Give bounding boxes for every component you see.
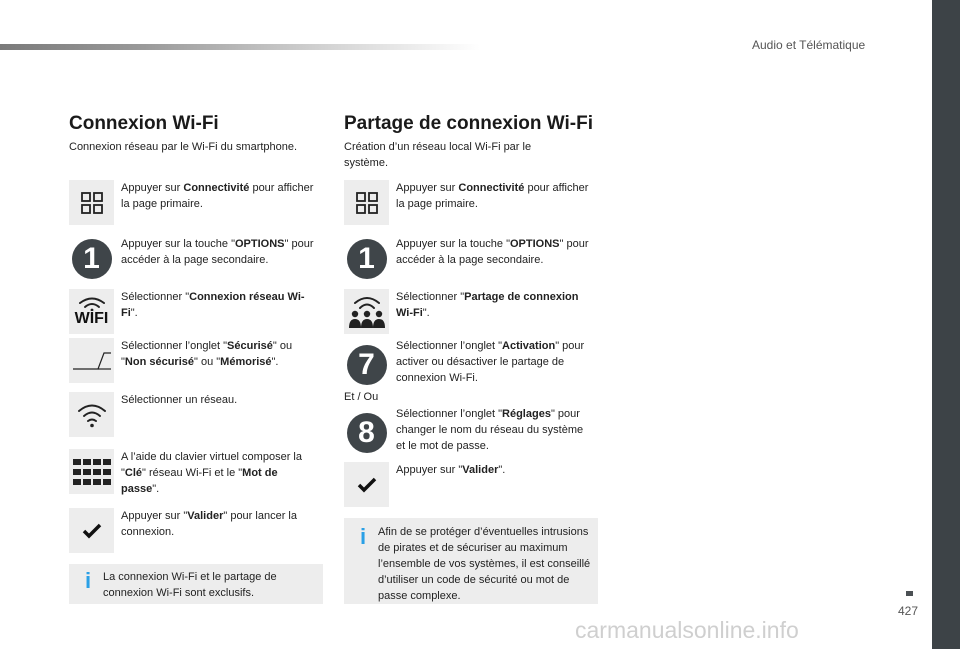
info-text: La connexion Wi-Fi et le partage de connexion Wi-Fi sont exclusifs. [103,571,277,599]
step-text: Sélectionner "Partage de connexion Wi-Fi". [396,291,579,319]
right-step-1 [344,180,591,225]
page-marker [906,591,913,596]
right-step-6 [344,462,591,507]
info-icon: i [359,524,367,549]
left-step-7 [69,508,316,553]
step-text: Sélectionner l’onglet "Activation" pour activer ou désactiver le partage de connexion Wi-Fi. [396,340,585,384]
right-step-5 [344,406,591,455]
right-title: Partage de connexion Wi-Fi [344,113,593,134]
step-text: Appuyer sur "Valider". [396,464,506,476]
grid-apps-icon [69,180,114,225]
et-ou-label: Et / Ou [344,391,379,403]
step-text: Appuyer sur Connectivité pour afficher la page primaire. [396,182,589,210]
step-text: Sélectionner l’onglet "Réglages" pour changer le nom du réseau du système et le mot de passe. [396,408,584,452]
grid-apps-icon [344,180,389,225]
header-rule [0,44,480,50]
step-text: A l’aide du clavier virtuel composer la "Clé" réseau Wi-Fi et le "Mot de passe". [121,451,302,495]
step-text: Appuyer sur Connectivité pour afficher la page primaire. [121,182,314,210]
step-number-badge: 7 [344,342,389,387]
step-text: Appuyer sur la touche "OPTIONS" pour accéder à la page secondaire. [396,238,589,266]
wifi-icon [69,392,114,437]
step-number-badge: 1 [69,236,114,281]
left-step-2 [69,236,316,281]
right-step-3 [344,289,591,334]
left-step-1 [69,180,316,225]
tab-shape-icon [69,338,114,383]
step-number-badge: 8 [344,410,389,455]
step-text: Appuyer sur la touche "OPTIONS" pour accéder à la page secondaire. [121,238,314,266]
page-number: 427 [898,604,919,618]
left-title: Connexion Wi-Fi [69,113,219,134]
info-text: Afin de se protéger d’éventuelles intrusions de pirates et de sécuriser au maximum l’ensemble de vos systèmes, il est conseillé d’utiliser un code de sécurité ou mot de passe complexe. [378,526,591,602]
section-title: Audio et Télématique [752,38,866,52]
step-text: Sélectionner un réseau. [121,394,238,406]
step-number-badge: 1 [344,236,389,281]
side-bar [932,0,960,649]
left-step-5 [69,392,316,437]
wifi-share-icon [344,289,389,334]
left-info-box [69,564,323,604]
step-text: Sélectionner "Connexion réseau Wi-Fi". [121,291,305,319]
step-text: Appuyer sur "Valider" pour lancer la connexion. [121,510,297,538]
check-icon [344,462,389,507]
wifi-label-icon: WIFI [69,289,114,334]
check-icon [69,508,114,553]
left-intro: Connexion réseau par le Wi-Fi du smartphone. [69,141,298,153]
left-step-6 [69,449,316,497]
step-text: Sélectionner l’onglet "Sécurisé" ou "Non sécurisé" ou "Mémorisé". [121,340,293,368]
right-info-box [344,518,598,604]
watermark: carmanualsonline.info [575,617,799,643]
keyboard-icon [69,449,114,494]
left-step-3 [69,289,316,334]
right-step-2 [344,236,591,281]
right-intro: Création d’un réseau local Wi-Fi par le système. [344,141,532,169]
info-icon: i [84,568,92,593]
right-step-4 [344,338,591,387]
left-step-4 [69,338,316,383]
